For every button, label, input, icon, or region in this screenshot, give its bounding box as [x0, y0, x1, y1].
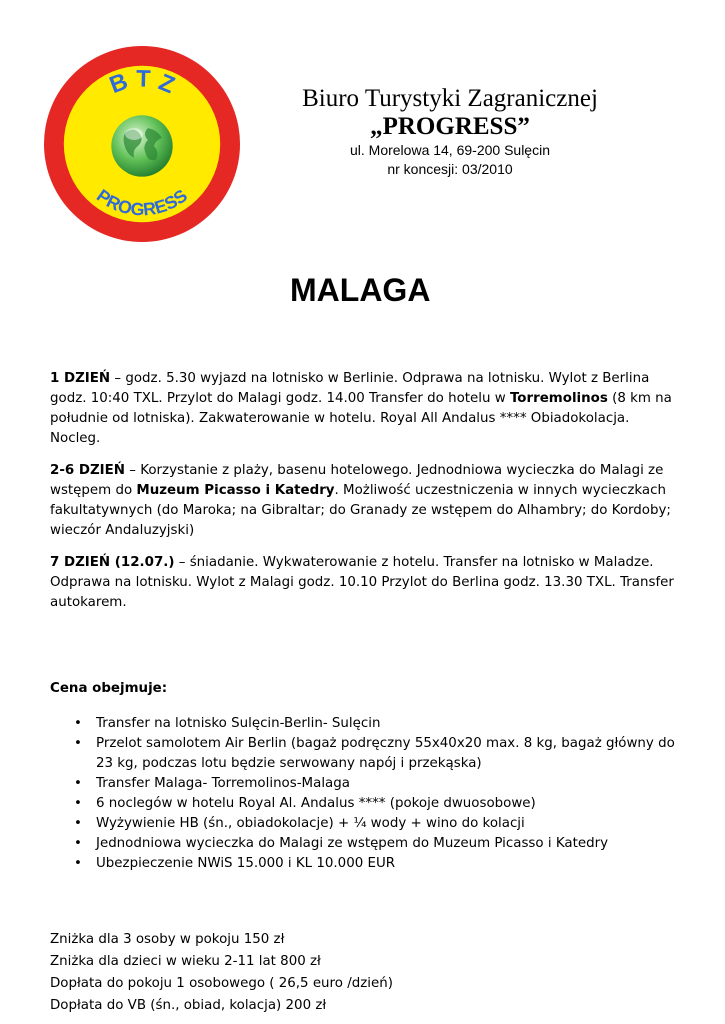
itinerary-day-2-6	[50, 461, 680, 541]
day-text-bold: Torremolinos	[509, 391, 608, 406]
btz-progress-logo	[43, 45, 241, 243]
page-title: MALAGA	[290, 272, 431, 308]
day-label: 7 DZIEŃ (12.07.)	[50, 555, 175, 570]
price-extra-item: Zniżka dla 3 osoby w pokoju 150 zł	[50, 932, 285, 947]
price-extra-item: Zniżka dla dzieci w wieku 2-11 lat 800 zł	[50, 954, 321, 969]
includes-list	[72, 714, 684, 874]
list-item: • Transfer Malaga- Torremolinos-Malaga	[72, 774, 684, 794]
includes-title: Cena obejmuje:	[50, 681, 168, 696]
agency-license: nr koncesji: 03/2010	[387, 161, 513, 177]
agency-name: Biuro Turystyki Zagranicznej	[302, 85, 598, 112]
agency-brand: „PROGRESS”	[370, 113, 530, 140]
day-text: – śniadanie. Wykwaterowanie z hotelu. Transfer na lotnisko w Maladze. Odprawa na lotnisku. Wylot z Malagi godz. 10.10 Przylot do Berlina godz. 13.30 TXL. Transfer autokarem.	[50, 555, 674, 610]
itinerary-day-7	[50, 553, 680, 613]
list-item: • Przelot samolotem Air Berlin (bagaż podręczny 55x40x20 max. 8 kg, bagaż główny do 23 kg, podczas lotu będzie serwowany napój i przekąska)	[72, 734, 684, 774]
globe-icon	[111, 115, 172, 176]
day-label: 1 DZIEŃ	[50, 371, 111, 386]
logo-bottom-text: PROGRESS	[93, 185, 191, 220]
day-text: . Możliwość uczestniczenia w innych wycieczkach fakultatywnych (do Maroka; na Gibraltar; do Granady ze wstępem do Alhambry; do Kordoby; wieczór Andaluzyjski)	[50, 483, 671, 538]
day-label: 2-6 DZIEŃ	[50, 463, 126, 478]
list-item: • 6 noclegów w hotelu Royal Al. Andalus **** (pokoje dwuosobowe)	[72, 794, 684, 814]
list-item: • Ubezpieczenie NWiS 15.000 i KL 10.000 EUR	[72, 854, 684, 874]
list-item: • Wyżywienie HB (śn., obiadokolacje) + ¼ wody + wino do kolacji	[72, 814, 684, 834]
price-extra-item: Dopłata do VB (śn., obiad, kolacja) 200 zł	[50, 998, 327, 1013]
day-text: – Korzystanie z plaży, basenu hotelowego. Jednodniowa wycieczka do Malagi ze wstępem do	[50, 463, 664, 498]
day-text-bold: Muzeum Picasso i Katedry	[136, 483, 335, 498]
logo-top-text: B T Z	[105, 65, 179, 100]
day-text: – godz. 5.30 wyjazd na lotnisko w Berlinie. Odprawa na lotnisku. Wylot z Berlina godz. 10:40 TXL. Przylot do Malagi godz. 14.00 Transfer do hotelu w	[50, 371, 650, 406]
price-extras	[50, 929, 393, 1017]
list-item: • Transfer na lotnisko Sulęcin-Berlin- Sulęcin	[72, 714, 684, 734]
agency-address: ul. Morelowa 14, 69-200 Sulęcin	[349, 142, 550, 158]
day-text: (8 km na południe od lotniska). Zakwaterowanie w hotelu. Royal All Andalus **** Obiadokolacja. Nocleg.	[50, 391, 672, 446]
list-item: • Jednodniowa wycieczka do Malagi ze wstępem do Muzeum Picasso i Katedry	[72, 834, 684, 854]
itinerary-day-1	[50, 369, 680, 449]
itinerary	[50, 369, 680, 625]
price-extra-item: Dopłata do pokoju 1 osobowego ( 26,5 euro /dzień)	[50, 976, 393, 991]
